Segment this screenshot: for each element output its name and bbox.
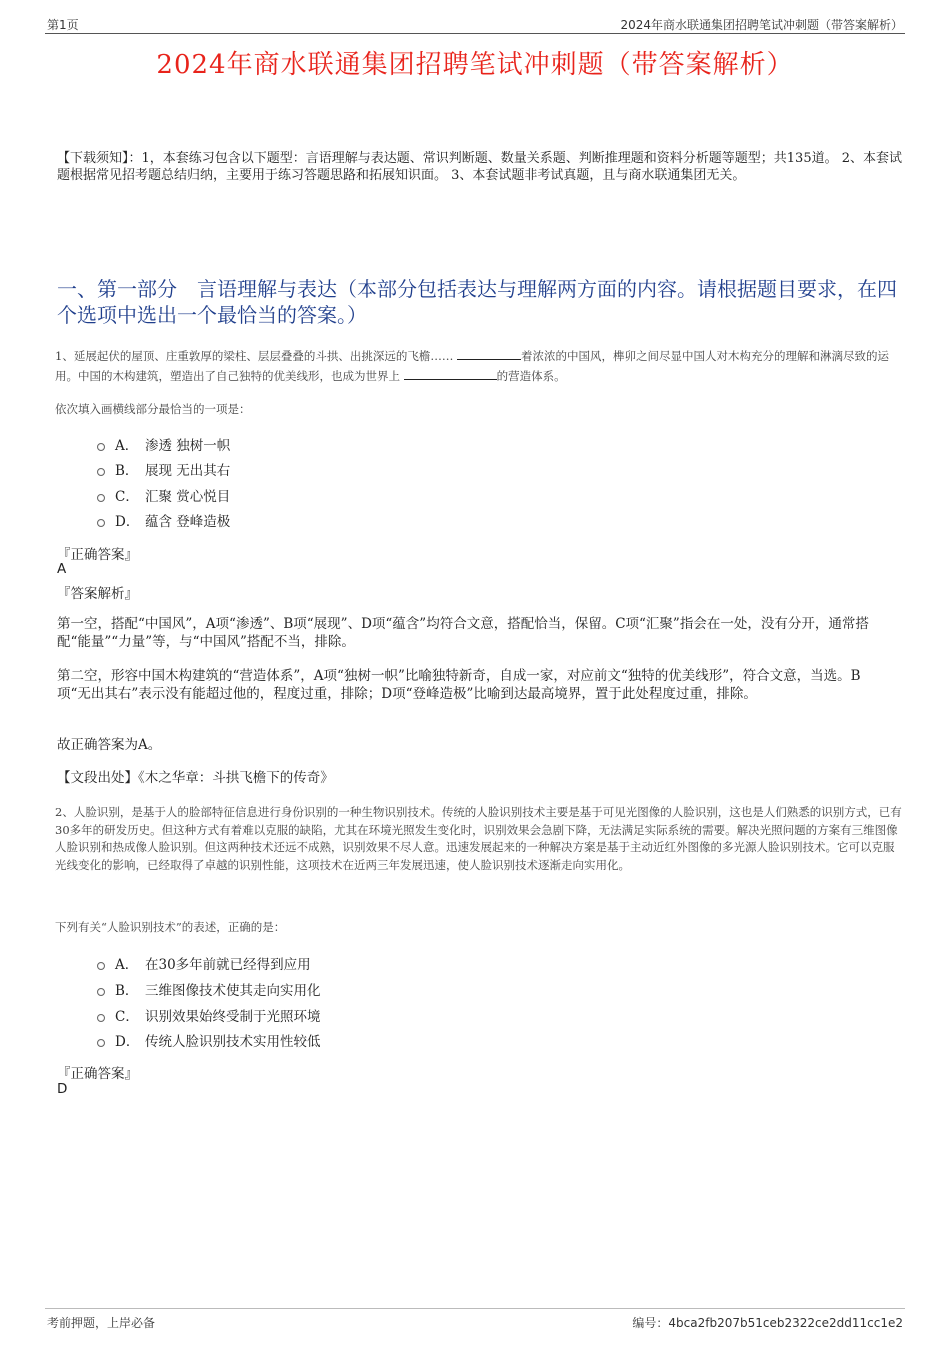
page-title: 2024年商水联通集团招聘笔试冲刺题（带答案解析） <box>156 50 794 80</box>
footer-slogan: 考前押题，上岸必备 <box>47 1316 156 1330</box>
question-1-text-part-c: 的营造体系。 <box>496 369 566 383</box>
footer-divider <box>45 1308 905 1309</box>
question-2-prompt: 下列有关“人脸识别技术”的表述，正确的是： <box>55 920 286 934</box>
question-1-prompt: 依次填入画横线部分最恰当的一项是： <box>55 402 251 416</box>
question-1-option-a[interactable]: A． 渗透 独树一帜 <box>97 436 230 456</box>
question-2-text: 2、人脸识别，是基于人的脸部特征信息进行身份识别的一种生物识别技术。传统的人脸识别技术主要是基于可见光图像的人脸识别，这也是人们熟悉的识别方式，已有30多年的研发历史。但这种方式有着难以克服的缺陷，尤其在环境光照发生变化时，识别效果会急剧下降，无法满足实际系统的需要。解决光照问题的方案有三维图像人脸识别和热成像人脸识别。但这两种技术还远不成熟，识别效果不尽人意。迅速发展起来的一种解决方案是基于主动近红外图像的多光源人脸识别技术。它可以克服光线变化的影响，已经取得了卓越的识别性能，这项技术在近两三年发展迅速，使人脸识别技术逐渐走向实用化。 <box>55 805 902 872</box>
question-1-answer: A <box>57 561 67 577</box>
radio-icon[interactable] <box>97 962 105 970</box>
section-heading: 一、第一部分 言语理解与表达（本部分包括表达与理解两方面的内容。请根据题目要求，在四个选项中选出一个最恰当的答案。） <box>57 277 897 327</box>
radio-icon[interactable] <box>97 468 105 476</box>
question-1-text-part-a: 1、延展起伏的屋顶、庄重敦厚的梁柱、层层叠叠的斗拱、出挑深远的飞檐…… <box>55 349 454 363</box>
fill-blank-2 <box>404 367 497 380</box>
question-1-option-d[interactable]: D． 蕴含 登峰造极 <box>97 512 230 532</box>
question-2-answer-label: 『正确答案』 <box>57 1066 138 1082</box>
question-1-analysis-label: 『答案解析』 <box>57 586 138 602</box>
question-1-text <box>55 346 903 386</box>
question-1-option-b[interactable]: B． 展现 无出其右 <box>97 461 230 481</box>
radio-icon[interactable] <box>97 1039 105 1047</box>
question-1-analysis-1: 第一空，搭配“中国风”，A项“渗透”、B项“展现”、D项“蕴含”均符合文意，搭配恰当，保留。C项“汇聚”指会在一处，没有分开，通常搭配“能量”“力量”等，与“中国风”搭配不当，排除。 <box>57 616 869 650</box>
radio-icon[interactable] <box>97 494 105 502</box>
radio-icon[interactable] <box>97 443 105 451</box>
question-1-option-c[interactable]: C． 汇聚 赏心悦目 <box>97 487 230 507</box>
question-2-option-c[interactable]: C． 识别效果始终受制于光照环境 <box>97 1007 321 1027</box>
question-1-source: 【文段出处】《木之华章：斗拱飞檐下的传奇》 <box>57 770 334 786</box>
radio-icon[interactable] <box>97 988 105 996</box>
radio-icon[interactable] <box>97 1014 105 1022</box>
fill-blank-1 <box>457 347 521 360</box>
question-1-conclusion: 故正确答案为A。 <box>57 737 162 753</box>
question-1-analysis-2: 第二空，形容中国木构建筑的“营造体系”，A项“独树一帜”比喻独特新奇，自成一家，对应前文“独特的优美线形”，符合文意，当选。B项“无出其右”表示没有能超过他的，程度过重，排除；D项“登峰造极”比喻到达最高境界，置于此处程度过重，排除。 <box>57 668 861 702</box>
header-divider <box>45 33 905 34</box>
question-2-answer: D <box>57 1081 68 1097</box>
question-1-answer-label: 『正确答案』 <box>57 547 138 563</box>
download-notice: 【下载须知】：1，本套练习包含以下题型：言语理解与表达题、常识判断题、数量关系题、判断推理题和资料分析题等题型；共135道。 2、本套试题根据常见招考题总结归纳，主要用于练习答题思路和拓展知识面。 3、本套试题非考试真题，且与商水联通集团无关。 <box>57 151 902 183</box>
radio-icon[interactable] <box>97 519 105 527</box>
question-2-option-a[interactable]: A． 在30多年前就已经得到应用 <box>97 955 311 975</box>
header-doc-title: 2024年商水联通集团招聘笔试冲刺题（带答案解析） <box>620 18 903 32</box>
question-1-text-part-b: 着浓浓的中国风，榫卯之间尽显中国人对木构充分的理解和淋漓尽致的运用。中国的木构建筑，塑造出了自己独特的优美线形，也成为世界上 <box>55 349 889 383</box>
footer-code: 编号：4bca2fb207b51ceb2322ce2dd11cc1e2 <box>632 1316 903 1330</box>
question-2-option-b[interactable]: B． 三维图像技术使其走向实用化 <box>97 981 321 1001</box>
question-2-option-d[interactable]: D． 传统人脸识别技术实用性较低 <box>97 1032 321 1052</box>
page-number: 第1页 <box>47 18 79 32</box>
